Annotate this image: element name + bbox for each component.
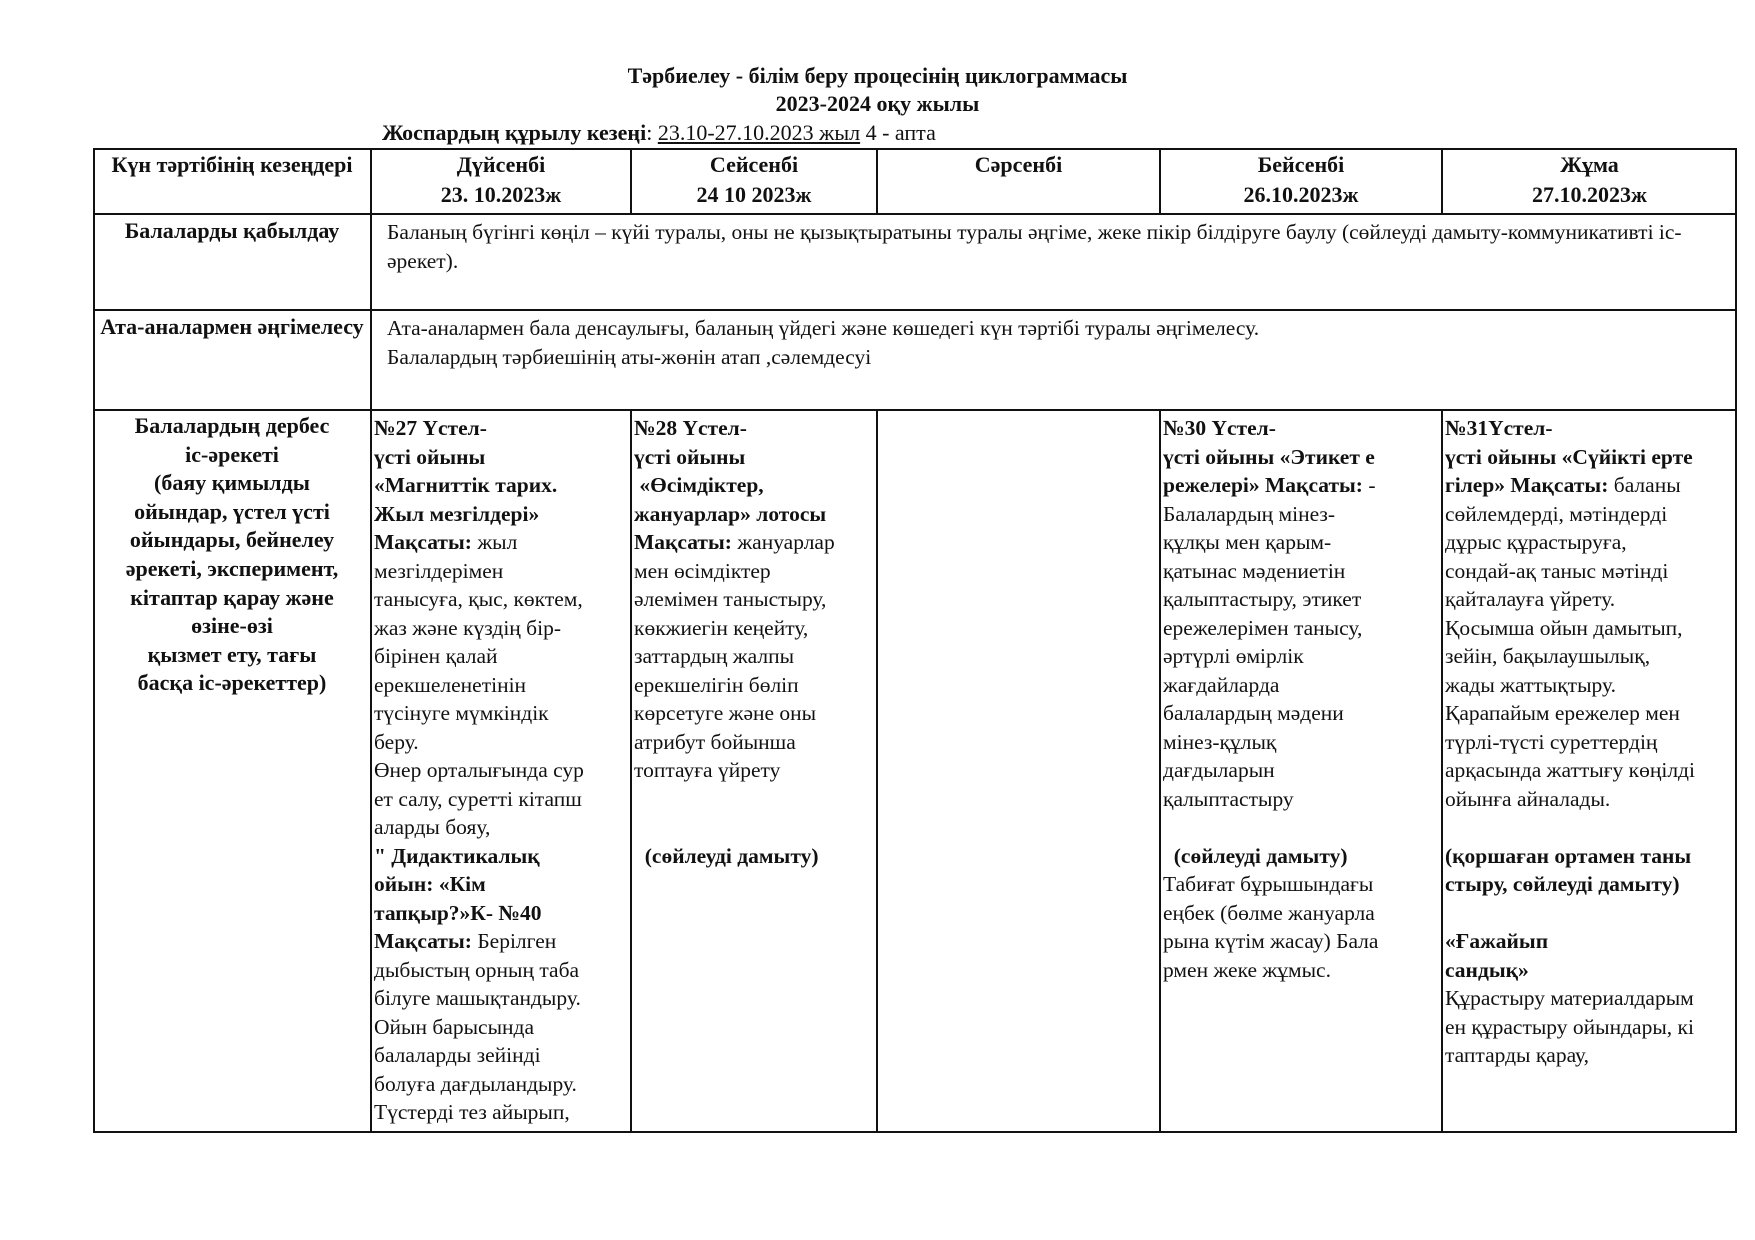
activity-line xyxy=(1163,785,1439,814)
line-text: топтауға үйрету xyxy=(634,758,781,782)
grid-line xyxy=(93,213,1737,215)
activity-thursday xyxy=(1160,410,1442,1133)
cyclogram-table xyxy=(93,148,1737,1133)
row-text-parents xyxy=(371,310,1737,410)
activity-label-line: әрекеті, эксперимент, xyxy=(125,555,339,581)
activity-line xyxy=(374,414,628,443)
line-text: жағдайларда xyxy=(1163,672,1280,697)
line-text: ерекшелігін бөліп xyxy=(634,672,799,697)
grid-line xyxy=(93,309,1737,311)
grid-line xyxy=(1441,410,1443,1133)
period-value: 23.10-27.10.2023 жыл xyxy=(657,120,861,145)
period-colon: : xyxy=(646,120,653,145)
activity-line xyxy=(634,471,874,500)
header-date-thursday: 26.10.2023ж xyxy=(1243,182,1359,207)
line-text: ен құрастыру ойындары, кі xyxy=(1445,1014,1694,1039)
activity-line xyxy=(1163,956,1439,985)
header-day-wednesday: Сәрсенбі xyxy=(974,152,1063,177)
activity-line xyxy=(374,500,628,529)
grid-line xyxy=(876,148,878,214)
line-text: мезгілдерімен xyxy=(374,558,504,583)
activity-line xyxy=(374,699,628,728)
bold-text: сандық» xyxy=(1445,957,1529,982)
activity-line xyxy=(634,671,874,700)
activity-line xyxy=(374,927,628,956)
line-text: құлқы мен қарым- xyxy=(1163,530,1332,554)
line-rest: жыл xyxy=(471,530,518,554)
activity-label-line: (баяу қимылды xyxy=(154,470,310,496)
header-cell-thursday xyxy=(1160,148,1442,214)
activity-line xyxy=(1163,927,1439,956)
activity-line xyxy=(374,728,628,757)
line-text: сөйлемдерді, мәтіндерді xyxy=(1445,501,1668,526)
line-text: ережелерімен танысу, xyxy=(1163,615,1363,640)
activity-label-line: қызмет ету, тағы xyxy=(147,641,317,667)
header-day-friday: Жұма xyxy=(1560,152,1619,177)
line-text: таптарды қарау, xyxy=(1445,1043,1590,1067)
activity-line xyxy=(374,899,628,928)
bold-text: «Магниттік тарих. xyxy=(374,473,558,497)
line-text: көкжиегін кеңейту, xyxy=(634,615,809,640)
line-text: рмен жеке жұмыс. xyxy=(1163,957,1331,982)
activity-line xyxy=(1163,528,1439,557)
activity-line xyxy=(1445,528,1734,557)
line-text: әлемімен таныстыру, xyxy=(634,587,827,611)
bold-text: №27 Үстел- xyxy=(374,416,487,440)
header-day-tuesday: Сейсенбі xyxy=(709,152,799,177)
activity-line xyxy=(1163,728,1439,757)
activity-line xyxy=(634,785,874,814)
activity-label-line: іс-әрекеті xyxy=(185,441,279,467)
line-text: дұрыс құрастыруға, xyxy=(1445,530,1627,554)
activity-line xyxy=(634,528,874,557)
bold-text: режелері» Мақсаты: xyxy=(1163,473,1363,497)
line-text: түрлі-түсті суреттердің xyxy=(1445,729,1658,754)
bold-text: гілер» Мақсаты: xyxy=(1445,473,1609,497)
activity-line xyxy=(1445,984,1734,1013)
activity-line xyxy=(1163,500,1439,529)
bold-text: үсті ойыны xyxy=(374,444,486,469)
header-date-tuesday: 24 10 2023ж xyxy=(696,182,812,207)
line-text: ерекшеленетінін xyxy=(374,672,527,697)
grid-line xyxy=(370,148,372,1133)
line-text: болуға дағдыландыру. xyxy=(374,1071,577,1096)
line-text: қалыптастыру, этикет xyxy=(1163,587,1362,611)
activity-line xyxy=(1163,585,1439,614)
line-text: әртүрлі өмірлік xyxy=(1163,644,1304,668)
row-label-parents: Ата-аналармен әңгімелесу xyxy=(100,314,364,339)
bold-text: " Дидактикалық xyxy=(374,843,540,868)
header-cell-wednesday xyxy=(877,148,1160,214)
activity-line xyxy=(1163,671,1439,700)
line-text: еңбек (бөлме жануарла xyxy=(1163,900,1375,925)
line-rest: Берілген xyxy=(471,929,557,953)
line-text: Қосымша ойын дамытып, xyxy=(1445,615,1683,640)
activity-line xyxy=(374,756,628,785)
period-label: Жоспардың құрылу кезеңі xyxy=(382,120,647,145)
bold-text: (қоршаған ортамен таны xyxy=(1445,843,1692,868)
line-text: Түстерді тез айырып, xyxy=(374,1100,570,1124)
activity-line xyxy=(1445,585,1734,614)
activity-line xyxy=(374,1041,628,1070)
line-text: жаз және күздің бір- xyxy=(374,615,562,640)
activity-line xyxy=(1445,414,1734,443)
activity-line xyxy=(1445,756,1734,785)
row-label-activity xyxy=(93,410,371,1133)
line-text: рына күтім жасау) Бала xyxy=(1163,929,1379,953)
activity-line xyxy=(374,842,628,871)
bold-text: тапқыр?»К- №40 xyxy=(374,900,542,925)
activity-line xyxy=(1163,614,1439,643)
bold-text: «Ғажайып xyxy=(1445,929,1549,953)
activity-line xyxy=(1445,956,1734,985)
activity-line xyxy=(374,642,628,671)
line-text: көрсетуге және оны xyxy=(634,701,817,725)
plan-period xyxy=(382,119,936,146)
activity-label-line: ойындар, үстел үсті xyxy=(134,498,330,524)
header-cell-monday xyxy=(371,148,631,214)
line-text: дыбыстың орның таба xyxy=(374,957,580,982)
grid-line xyxy=(93,409,1737,411)
header-day-monday: Дүйсенбі xyxy=(456,152,546,177)
grid-line xyxy=(1159,410,1161,1133)
bold-text: үсті ойыны «Сүйікті ерте xyxy=(1445,444,1693,469)
header-cell-stage xyxy=(93,148,371,214)
bold-text: №28 Үстел- xyxy=(634,416,747,440)
activity-line xyxy=(634,614,874,643)
line-text: Табиғат бұрышындағы xyxy=(1163,872,1374,896)
header-stage-label: Күн тәртібінің кезеңдері xyxy=(111,152,353,177)
line-text: арқасында жаттығу көңілді xyxy=(1445,758,1695,782)
line-text: Құрастыру материалдарым xyxy=(1445,986,1694,1010)
activity-line xyxy=(634,842,874,871)
header-cell-tuesday xyxy=(631,148,877,214)
activity-line xyxy=(1445,1013,1734,1042)
line-rest: жануарлар xyxy=(731,530,835,554)
line-text: бірінен қалай xyxy=(374,644,498,668)
activity-line xyxy=(1445,870,1734,899)
activity-line xyxy=(1445,557,1734,586)
line-text: беру. xyxy=(374,729,419,754)
bold-text: №30 Үстел- xyxy=(1163,416,1276,440)
activity-line xyxy=(374,785,628,814)
bold-text: ойын: «Кім xyxy=(374,872,486,896)
line-text: білуге машықтандыру. xyxy=(374,986,581,1010)
line-text: ойынға айналады. xyxy=(1445,786,1611,811)
activity-line xyxy=(1445,500,1734,529)
header-day-thursday: Бейсенбі xyxy=(1257,152,1345,177)
activity-line xyxy=(1445,471,1734,500)
activity-line xyxy=(374,813,628,842)
line-text: ет салу, суретті кітапш xyxy=(374,786,582,811)
activity-label-line: Балалардың дербес xyxy=(134,413,330,438)
grid-line xyxy=(630,148,632,214)
activity-line xyxy=(634,699,874,728)
activity-line xyxy=(374,1070,628,1099)
bold-text: Мақсаты: xyxy=(374,530,472,554)
activity-line xyxy=(1445,899,1734,928)
activity-line xyxy=(1163,870,1439,899)
row-text-reception: Баланың бүгінгі көңіл – күйі туралы, оны не қызықтыратыны туралы әңгіме, жеке пікір білдіруге баулу (сөйлеуді дамыту-коммуникативті іс-әрекет). xyxy=(387,220,1682,273)
activity-line xyxy=(634,585,874,614)
grid-line xyxy=(630,410,632,1133)
activity-line xyxy=(634,443,874,472)
activity-line xyxy=(1163,842,1439,871)
activity-line xyxy=(1445,671,1734,700)
bold-text: №31Үстел- xyxy=(1445,416,1553,440)
activity-line xyxy=(1445,699,1734,728)
line-text: Қарапайым ережелер мен xyxy=(1445,701,1680,725)
activity-line xyxy=(634,500,874,529)
activity-line xyxy=(1445,614,1734,643)
line-text: Балалардың мінез- xyxy=(1163,501,1336,526)
activity-line xyxy=(1163,813,1439,842)
activity-label-line: ойындары, бейнелеу xyxy=(129,527,335,553)
activity-line xyxy=(374,956,628,985)
line-text: қайталауға үйрету. xyxy=(1445,587,1616,611)
activity-tuesday xyxy=(631,410,877,1133)
line-text: дағдыларын xyxy=(1163,758,1275,782)
activity-line xyxy=(634,414,874,443)
line-text: жады жаттықтыру. xyxy=(1445,672,1616,697)
line-text: балалардың мәдени xyxy=(1163,701,1344,725)
activity-line xyxy=(374,443,628,472)
activity-line xyxy=(1445,813,1734,842)
bold-text: үсті ойыны «Этикет е xyxy=(1163,444,1375,469)
grid-line xyxy=(1441,148,1443,214)
bold-text: (сөйлеуді дамыту) xyxy=(634,843,819,868)
activity-monday xyxy=(371,410,631,1133)
activity-line xyxy=(1163,471,1439,500)
line-text: мен өсімдіктер xyxy=(634,558,771,583)
activity-line xyxy=(1445,642,1734,671)
activity-line xyxy=(374,671,628,700)
line-text: Өнер орталығында сур xyxy=(374,758,584,782)
bold-text: жануарлар» лотосы xyxy=(634,501,827,526)
academic-year: 2023-2024 оқу жылы xyxy=(775,91,980,116)
activity-line xyxy=(634,813,874,842)
line-text: атрибут бойынша xyxy=(634,729,796,754)
activity-line xyxy=(1445,728,1734,757)
activity-label-line: өзіне-өзі xyxy=(191,613,273,639)
activity-line xyxy=(1163,443,1439,472)
bold-text: «Өсімдіктер, xyxy=(634,473,764,497)
document-title: Тәрбиелеу - білім беру процесінің циклограммасы xyxy=(627,63,1128,88)
activity-line xyxy=(634,728,874,757)
activity-line xyxy=(374,585,628,614)
parents-line-2: Балалардың тәрбиешінің аты-жөнін атап ,сәлемдесуі xyxy=(387,344,872,369)
bold-text: Жыл мезгілдері» xyxy=(374,501,540,526)
activity-line xyxy=(374,1013,628,1042)
line-text: сондай-ақ таныс мәтінді xyxy=(1445,558,1669,583)
activity-line xyxy=(374,528,628,557)
activity-line xyxy=(634,756,874,785)
activity-line xyxy=(1445,443,1734,472)
header-cell-friday xyxy=(1442,148,1737,214)
activity-line xyxy=(374,614,628,643)
activity-line xyxy=(1445,785,1734,814)
line-rest: - xyxy=(1362,473,1376,497)
activity-line xyxy=(374,870,628,899)
activity-line xyxy=(634,642,874,671)
grid-line xyxy=(1159,148,1161,214)
bold-text: Мақсаты: xyxy=(374,929,472,953)
activity-line xyxy=(374,984,628,1013)
row-label-reception: Балаларды қабылдау xyxy=(124,218,340,243)
bold-text: стыру, сөйлеуді дамыту) xyxy=(1445,872,1680,896)
activity-line xyxy=(634,557,874,586)
activity-line xyxy=(1163,699,1439,728)
line-text: балаларды зейінді xyxy=(374,1043,541,1067)
line-rest: баланы xyxy=(1608,473,1681,497)
header-date-monday: 23. 10.2023ж xyxy=(440,182,562,207)
line-text: мінез-құлық xyxy=(1163,729,1277,754)
activity-line xyxy=(1163,642,1439,671)
line-text: танысуға, қыс, көктем, xyxy=(374,587,583,611)
activity-label-line: кітаптар қарау және xyxy=(130,584,334,610)
activity-line xyxy=(1163,557,1439,586)
line-text: қатынас мәдениетін xyxy=(1163,558,1346,583)
line-text: түсінуге мүмкіндік xyxy=(374,701,549,725)
activity-line xyxy=(1445,927,1734,956)
activity-line xyxy=(1445,1041,1734,1070)
activity-line xyxy=(374,471,628,500)
activity-line xyxy=(1445,842,1734,871)
activity-line xyxy=(374,557,628,586)
activity-line xyxy=(374,1098,628,1127)
activity-line xyxy=(1163,756,1439,785)
activity-line xyxy=(1163,899,1439,928)
activity-friday xyxy=(1442,410,1737,1133)
week-label: 4 - апта xyxy=(865,120,936,145)
bold-text: (сөйлеуді дамыту) xyxy=(1163,843,1348,868)
line-text: зейін, бақылаушылық, xyxy=(1445,644,1651,668)
activity-line xyxy=(1163,414,1439,443)
activity-wednesday xyxy=(877,410,1160,1133)
bold-text: үсті ойыны xyxy=(634,444,746,469)
activity-label-line: басқа іс-әрекеттер) xyxy=(137,670,327,696)
line-text: заттардың жалпы xyxy=(634,644,795,668)
parents-line-1: Ата-аналармен бала денсаулығы, баланың үйдегі және көшедегі күн тәртібі туралы әңгімелесу. xyxy=(387,316,1260,340)
grid-line xyxy=(876,410,878,1133)
bold-text: Мақсаты: xyxy=(634,530,732,554)
line-text: қалыптастыру xyxy=(1163,786,1294,811)
header-date-friday: 27.10.2023ж xyxy=(1532,182,1647,207)
line-text: аларды бояу, xyxy=(374,815,491,839)
line-text: Ойын барысында xyxy=(374,1014,535,1039)
